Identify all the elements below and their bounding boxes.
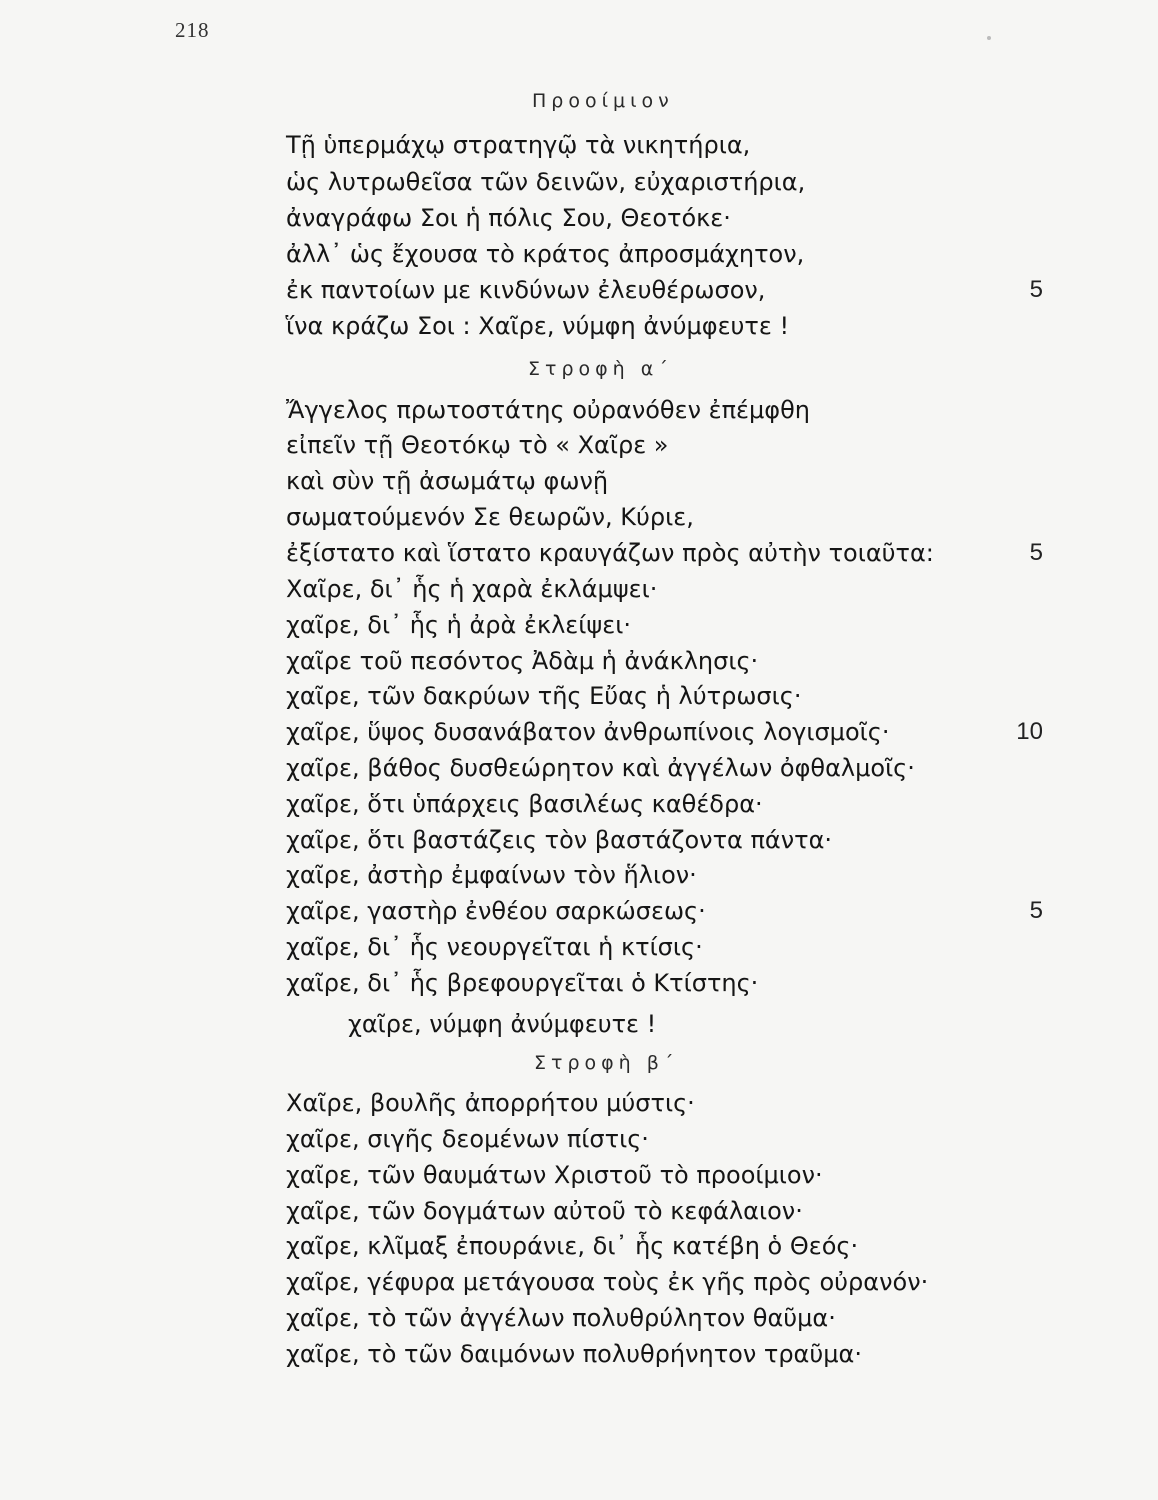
verse-line: χαῖρε, σιγῆς δεομένων πίστις·: [286, 1125, 649, 1153]
prooimion-heading: Προοίμιον: [532, 90, 674, 112]
verse-line: χαῖρε, ἀστὴρ ἐμφαίνων τὸν ἥλιον·: [286, 861, 697, 889]
verse-line: χαῖρε, δι᾽ ἧς βρεφουργεῖται ὁ Κτίστης·: [286, 969, 759, 997]
line-number: 5: [1029, 539, 1043, 566]
line-number: 10: [1016, 718, 1043, 745]
line-number: 5: [1029, 897, 1043, 924]
verse-line: ἐκ παντοίων με κινδύνων ἐλευθέρωσον,: [286, 276, 766, 304]
verse-line: χαῖρε τοῦ πεσόντος Ἀδὰμ ἡ ἀνάκλησις·: [286, 647, 759, 675]
stanza-a-heading: Στροφὴ α΄: [528, 358, 673, 380]
verse-line: χαῖρε, ὕψος δυσανάβατον ἀνθρωπίνοις λογισμοῖς·: [286, 718, 890, 746]
verse-line: Ἄγγελος πρωτοστάτης οὐρανόθεν ἐπέμφθη: [286, 396, 811, 424]
verse-line: χαῖρε, ὅτι ὑπάρχεις βασιλέως καθέδρα·: [286, 790, 763, 818]
verse-line: χαῖρε, δι᾽ ἧς νεουργεῖται ἡ κτίσις·: [286, 933, 703, 961]
verse-line: ὡς λυτρωθεῖσα τῶν δεινῶν, εὐχαριστήρια,: [286, 168, 806, 196]
verse-line: καὶ σὺν τῇ ἀσωμάτῳ φωνῇ: [286, 467, 609, 495]
verse-line: ἀναγράφω Σοι ἡ πόλις Σου, Θεοτόκε·: [286, 204, 731, 232]
line-number: 5: [1029, 276, 1043, 303]
verse-line: Τῇ ὑπερμάχῳ στρατηγῷ τὰ νικητήρια,: [286, 131, 751, 159]
verse-line: Χαῖρε, δι᾽ ἧς ἡ χαρὰ ἐκλάμψει·: [286, 575, 658, 603]
verse-line: χαῖρε, τῶν θαυμάτων Χριστοῦ τὸ προοίμιον·: [286, 1161, 823, 1189]
verse-line: χαῖρε, κλῖμαξ ἐπουράνιε, δι᾽ ἧς κατέβη ὁ Θεός·: [286, 1232, 859, 1260]
verse-line: χαῖρε, βάθος δυσθεώρητον καὶ ἀγγέλων ὀφθαλμοῖς·: [286, 754, 915, 782]
verse-line: χαῖρε, γαστὴρ ἐνθέου σαρκώσεως·: [286, 897, 706, 925]
verse-line: ἵνα κράζω Σοι : Χαῖρε, νύμφη ἀνύμφευτε !: [286, 312, 790, 340]
page-number: 218: [175, 18, 210, 42]
stanza-b-heading: Στροφὴ β΄: [534, 1052, 679, 1074]
verse-line: Χαῖρε, βουλῆς ἀπορρήτου μύστις·: [286, 1089, 695, 1117]
verse-line: ἀλλ᾽ ὡς ἔχουσα τὸ κράτος ἀπροσμάχητον,: [286, 240, 805, 268]
verse-line: χαῖρε, τῶν δογμάτων αὐτοῦ τὸ κεφάλαιον·: [286, 1197, 803, 1225]
verse-line: χαῖρε, ὅτι βαστάζεις τὸν βαστάζοντα πάντα·: [286, 826, 833, 854]
verse-line: χαῖρε, τὸ τῶν ἀγγέλων πολυθρύλητον θαῦμα·: [286, 1304, 836, 1332]
refrain: χαῖρε, νύμφη ἀνύμφευτε !: [348, 1010, 657, 1038]
verse-line: χαῖρε, δι᾽ ἧς ἡ ἀρὰ ἐκλείψει·: [286, 611, 631, 639]
verse-line: εἰπεῖν τῇ Θεοτόκῳ τὸ « Χαῖρε »: [286, 431, 669, 459]
page-mark: [987, 36, 991, 40]
verse-line: χαῖρε, τὸ τῶν δαιμόνων πολυθρήνητον τραῦμα·: [286, 1340, 862, 1368]
verse-line: ἐξίστατο καὶ ἵστατο κραυγάζων πρὸς αὐτὴν τοιαῦτα:: [286, 539, 934, 567]
verse-line: σωματούμενόν Σε θεωρῶν, Κύριε,: [286, 503, 694, 531]
verse-line: χαῖρε, τῶν δακρύων τῆς Εὔας ἡ λύτρωσις·: [286, 682, 802, 710]
verse-line: χαῖρε, γέφυρα μετάγουσα τοὺς ἐκ γῆς πρὸς οὐρανόν·: [286, 1268, 929, 1296]
